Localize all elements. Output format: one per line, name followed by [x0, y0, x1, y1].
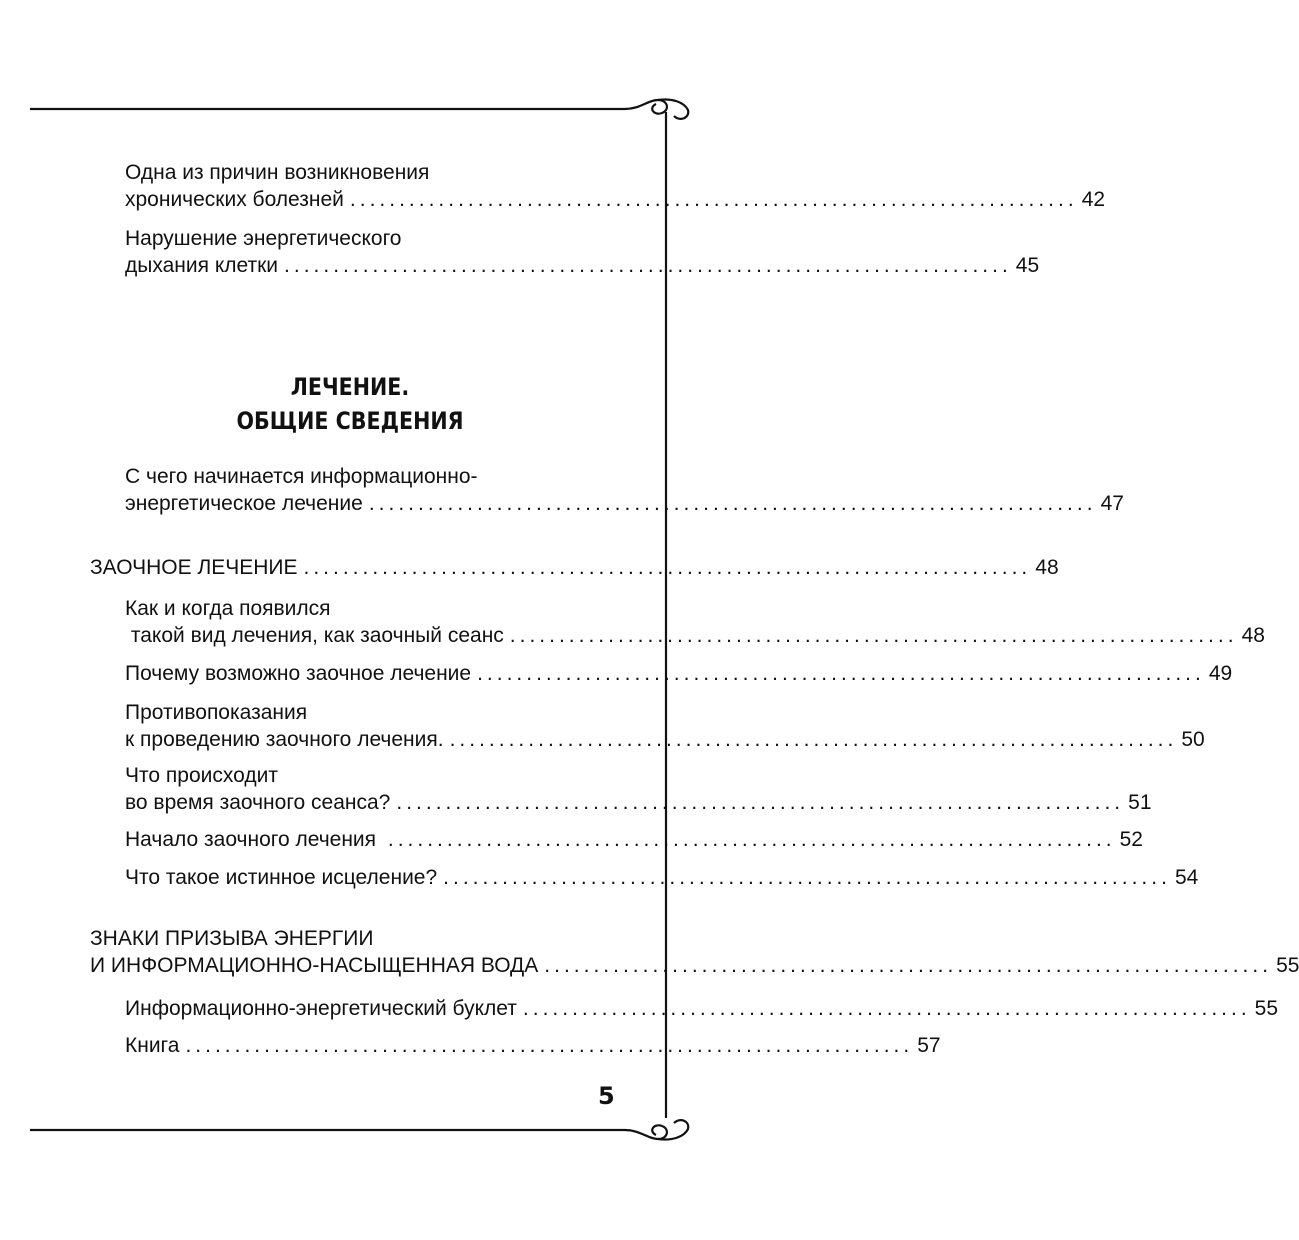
toc-page-number: 49	[1208, 662, 1233, 685]
toc-entry-line: С чего начинается информационно-	[125, 465, 478, 488]
dot-leader: ..........................................................................	[349, 188, 1078, 211]
page-number: 5	[598, 1082, 615, 1110]
toc-entry-title: Что такое истинное исцеление?	[125, 866, 438, 889]
toc-entry-row[interactable]	[125, 187, 1106, 213]
toc-entry-title: Книга	[125, 1034, 180, 1057]
toc-entry-row[interactable]	[125, 253, 1040, 279]
toc-chapter-title: ЗАОЧНОЕ ЛЕЧЕНИЕ	[90, 556, 298, 579]
dot-leader: ..........................................................................	[477, 662, 1205, 685]
toc-page-number: 45	[1015, 254, 1040, 277]
toc-page-number: 54	[1174, 866, 1199, 889]
toc-page-number: 51	[1128, 791, 1152, 814]
toc-chapter-title: И ИНФОРМАЦИОННО-НАСЫЩЕННАЯ ВОДА	[90, 954, 539, 977]
toc-entry-row[interactable]	[125, 623, 1265, 649]
dot-leader: ..........................................................................	[396, 791, 1125, 814]
dot-leader: ..........................................................................	[443, 866, 1171, 889]
toc-entry-line: Что происходит	[125, 764, 278, 787]
dot-leader: ..........................................................................	[185, 1034, 914, 1057]
toc-page-number: 55	[1254, 997, 1279, 1020]
toc-entry-line: Противопоказания	[125, 701, 308, 724]
toc-entry-title: дыхания клетки	[125, 254, 279, 277]
dot-leader: ..........................................................................	[449, 728, 1178, 751]
toc-entry-title: хронических болезней	[125, 188, 344, 211]
toc-page-number: 50	[1181, 728, 1205, 751]
toc-entry-title: Информационно-энергетический буклет	[125, 997, 517, 1020]
toc-entry-row[interactable]	[125, 865, 1199, 891]
section-heading: ЛЕЧЕНИЕ.	[290, 373, 410, 401]
dot-leader: ..........................................................................	[509, 624, 1238, 647]
dot-leader: ..........................................................................	[368, 492, 1097, 515]
dot-leader: ..........................................................................	[387, 828, 1116, 851]
toc-page-number: 57	[917, 1034, 941, 1057]
toc-entry-row[interactable]	[125, 996, 1279, 1022]
toc-page-number: 42	[1081, 188, 1106, 211]
toc-page-number: 55	[1276, 954, 1299, 977]
toc-entry-row[interactable]	[125, 491, 1124, 517]
toc-entry-line: Как и когда появился	[125, 597, 331, 620]
toc-entry-row[interactable]	[125, 1033, 941, 1059]
dot-leader: ..........................................................................	[303, 556, 1032, 579]
toc-entry-title: во время заочного сеанса?	[125, 791, 391, 814]
toc-chapter-row[interactable]	[90, 555, 1059, 581]
dot-leader: ..........................................................................	[284, 254, 1012, 277]
section-heading: ОБЩИЕ СВЕДЕНИЯ	[236, 407, 464, 435]
toc-entry-line: Одна из причин возникновения	[125, 161, 430, 184]
toc-chapter-row[interactable]	[90, 953, 1299, 979]
toc-page-number: 48	[1035, 556, 1059, 579]
toc-entry-row[interactable]	[125, 727, 1205, 753]
toc-entry-title: Почему возможно заочное лечение	[125, 662, 472, 685]
toc-page-number: 48	[1241, 624, 1265, 647]
toc-entry-title: к проведению заочного лечения.	[125, 728, 444, 751]
toc-entry-title: такой вид лечения, как заочный сеанс	[125, 624, 504, 647]
dot-leader: ..........................................................................	[522, 997, 1251, 1020]
toc-entry-title: Начало заочного лечения	[125, 828, 382, 851]
toc-entry-row[interactable]	[125, 790, 1152, 816]
toc-entry-row[interactable]	[125, 661, 1233, 687]
toc-chapter-line: ЗНАКИ ПРИЗЫВА ЭНЕРГИИ	[90, 927, 374, 950]
toc-page-number: 47	[1100, 492, 1124, 515]
toc-entry-row[interactable]	[125, 827, 1143, 853]
toc-entry-title: энергетическое лечение	[125, 492, 363, 515]
toc-page-number: 52	[1119, 828, 1143, 851]
toc-entry-line: Нарушение энергетического	[125, 227, 402, 250]
dot-leader: ..........................................................................	[544, 954, 1273, 977]
